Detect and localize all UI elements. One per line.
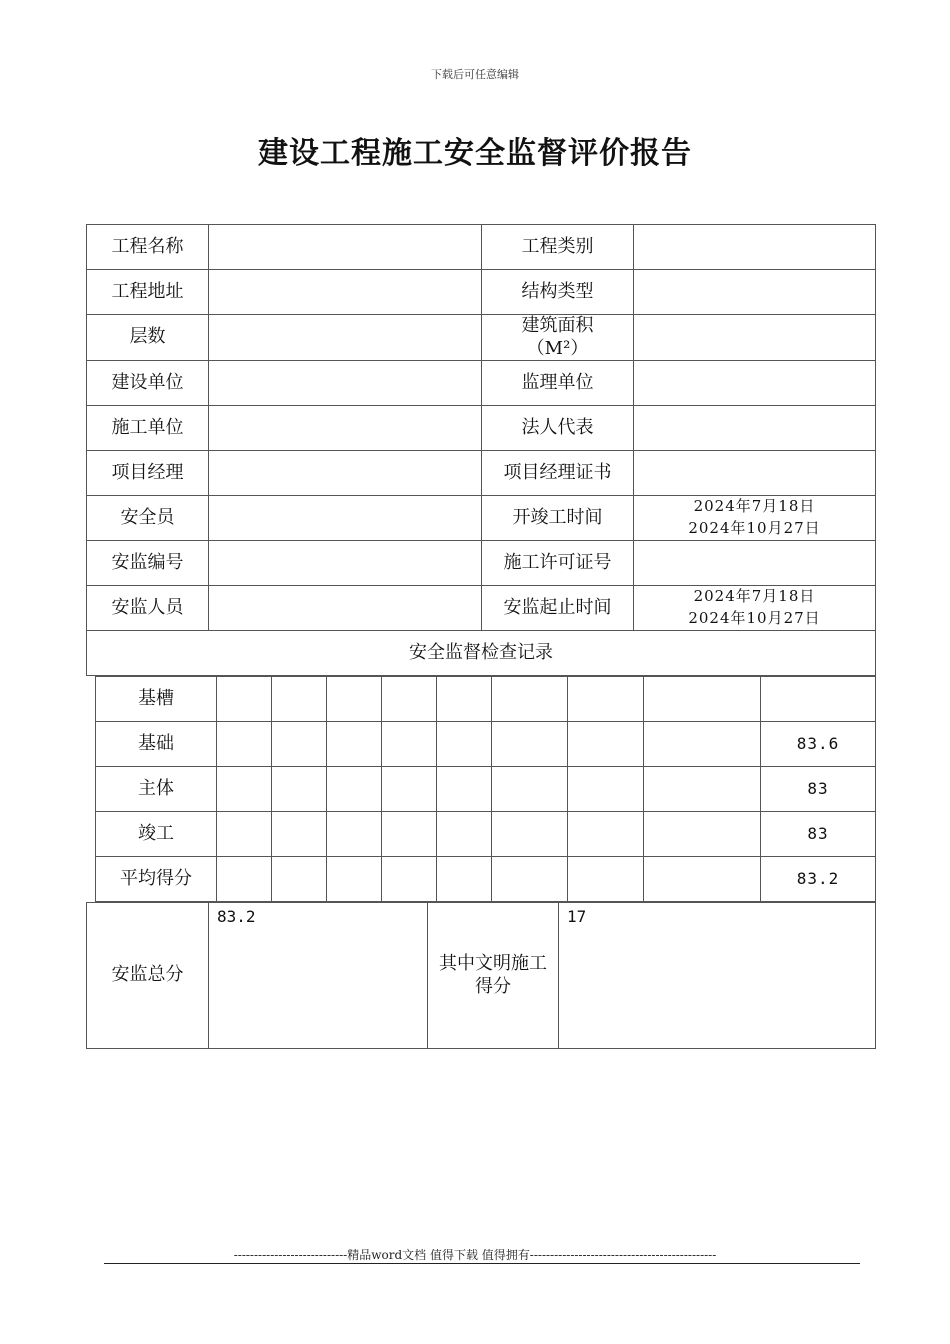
empty-cell (492, 677, 568, 722)
stage-label: 竣工 (96, 812, 217, 857)
field-value (209, 225, 482, 270)
empty-cell (492, 812, 568, 857)
field-label: 项目经理证书 (482, 451, 634, 496)
empty-cell (272, 857, 327, 902)
empty-cell (382, 857, 437, 902)
field-label: 开竣工时间 (482, 496, 634, 541)
table-row (87, 451, 876, 496)
empty-cell (644, 857, 761, 902)
field-label: 建筑面积（M²） (482, 315, 634, 361)
empty-cell (437, 767, 492, 812)
end-date: 2024年10月27日 (688, 519, 821, 537)
table-row (87, 225, 876, 270)
empty-cell (568, 722, 644, 767)
field-value (634, 315, 876, 361)
field-label: 结构类型 (482, 270, 634, 315)
field-value (209, 315, 482, 361)
field-value (209, 270, 482, 315)
field-value (634, 451, 876, 496)
field-label: 施工许可证号 (482, 541, 634, 586)
empty-cell (327, 722, 382, 767)
empty-cell (437, 722, 492, 767)
field-label: 工程地址 (87, 270, 209, 315)
field-value (634, 541, 876, 586)
empty-cell (217, 677, 272, 722)
field-value (209, 496, 482, 541)
field-label: 工程类别 (482, 225, 634, 270)
empty-cell (217, 722, 272, 767)
field-label: 安监起止时间 (482, 586, 634, 631)
empty-cell (644, 812, 761, 857)
empty-cell (217, 857, 272, 902)
project-info-table (86, 224, 876, 676)
empty-cell (272, 767, 327, 812)
footer-divider (104, 1263, 860, 1264)
field-label: 工程名称 (87, 225, 209, 270)
start-date: 2024年7月18日 (693, 587, 816, 606)
stage-score: 83 (761, 812, 876, 857)
empty-cell (437, 812, 492, 857)
field-label: 监理单位 (482, 361, 634, 406)
table-row (87, 406, 876, 451)
field-label: 建设单位 (87, 361, 209, 406)
table-row (96, 722, 876, 767)
field-value (209, 541, 482, 586)
field-value (634, 225, 876, 270)
field-value (634, 270, 876, 315)
empty-cell (644, 677, 761, 722)
table-row (87, 270, 876, 315)
empty-cell (644, 767, 761, 812)
field-value (209, 406, 482, 451)
empty-cell (272, 677, 327, 722)
table-row (96, 767, 876, 812)
inspection-record-table (95, 676, 876, 902)
empty-cell (568, 812, 644, 857)
field-label: 施工单位 (87, 406, 209, 451)
civil-score-label: 其中文明施工得分 (428, 903, 559, 1049)
empty-cell (568, 857, 644, 902)
start-date: 2024年7月18日 (693, 497, 816, 516)
empty-cell (492, 722, 568, 767)
total-score-label: 安监总分 (87, 903, 209, 1049)
stage-label: 平均得分 (96, 857, 217, 902)
stage-score (761, 677, 876, 722)
empty-cell (382, 767, 437, 812)
total-score-value: 83.2 (209, 903, 428, 1049)
empty-cell (492, 767, 568, 812)
field-label: 层数 (87, 315, 209, 361)
field-value (634, 361, 876, 406)
end-date: 2024年10月27日 (688, 609, 821, 627)
field-label: 法人代表 (482, 406, 634, 451)
construction-period (634, 496, 876, 541)
empty-cell (327, 677, 382, 722)
table-row (87, 903, 876, 1049)
empty-cell (272, 812, 327, 857)
empty-cell (437, 857, 492, 902)
total-score-table (86, 902, 876, 1049)
table-row (87, 541, 876, 586)
header-note: 下载后可任意编辑 (431, 68, 519, 81)
field-label: 安全员 (87, 496, 209, 541)
field-label: 安监编号 (87, 541, 209, 586)
field-label: 安监人员 (87, 586, 209, 631)
empty-cell (568, 677, 644, 722)
empty-cell (382, 722, 437, 767)
empty-cell (327, 767, 382, 812)
empty-cell (327, 857, 382, 902)
stage-score: 83.2 (761, 857, 876, 902)
empty-cell (492, 857, 568, 902)
empty-cell (568, 767, 644, 812)
field-value (209, 451, 482, 496)
page-title: 建设工程施工安全监督评价报告 (258, 136, 692, 171)
empty-cell (382, 677, 437, 722)
stage-score: 83 (761, 767, 876, 812)
footer-note: ----------------------------精品word文档 值得下载 值得拥有---------------------------------------------- (233, 1248, 717, 1262)
table-row (87, 496, 876, 541)
stage-label: 基础 (96, 722, 217, 767)
field-label: 项目经理 (87, 451, 209, 496)
stage-label: 基槽 (96, 677, 217, 722)
table-row (87, 315, 876, 361)
empty-cell (437, 677, 492, 722)
section-header: 安全监督检查记录 (87, 631, 876, 676)
table-row (87, 631, 876, 676)
empty-cell (217, 767, 272, 812)
empty-cell (272, 722, 327, 767)
table-row (96, 857, 876, 902)
stage-score: 83.6 (761, 722, 876, 767)
stage-label: 主体 (96, 767, 217, 812)
empty-cell (644, 722, 761, 767)
field-value (209, 361, 482, 406)
empty-cell (327, 812, 382, 857)
field-value (209, 586, 482, 631)
field-value (634, 406, 876, 451)
table-row (96, 812, 876, 857)
supervision-period (634, 586, 876, 631)
empty-cell (217, 812, 272, 857)
empty-cell (382, 812, 437, 857)
table-row (87, 361, 876, 406)
table-row (96, 677, 876, 722)
civil-score-value: 17 (559, 903, 876, 1049)
table-row (87, 586, 876, 631)
